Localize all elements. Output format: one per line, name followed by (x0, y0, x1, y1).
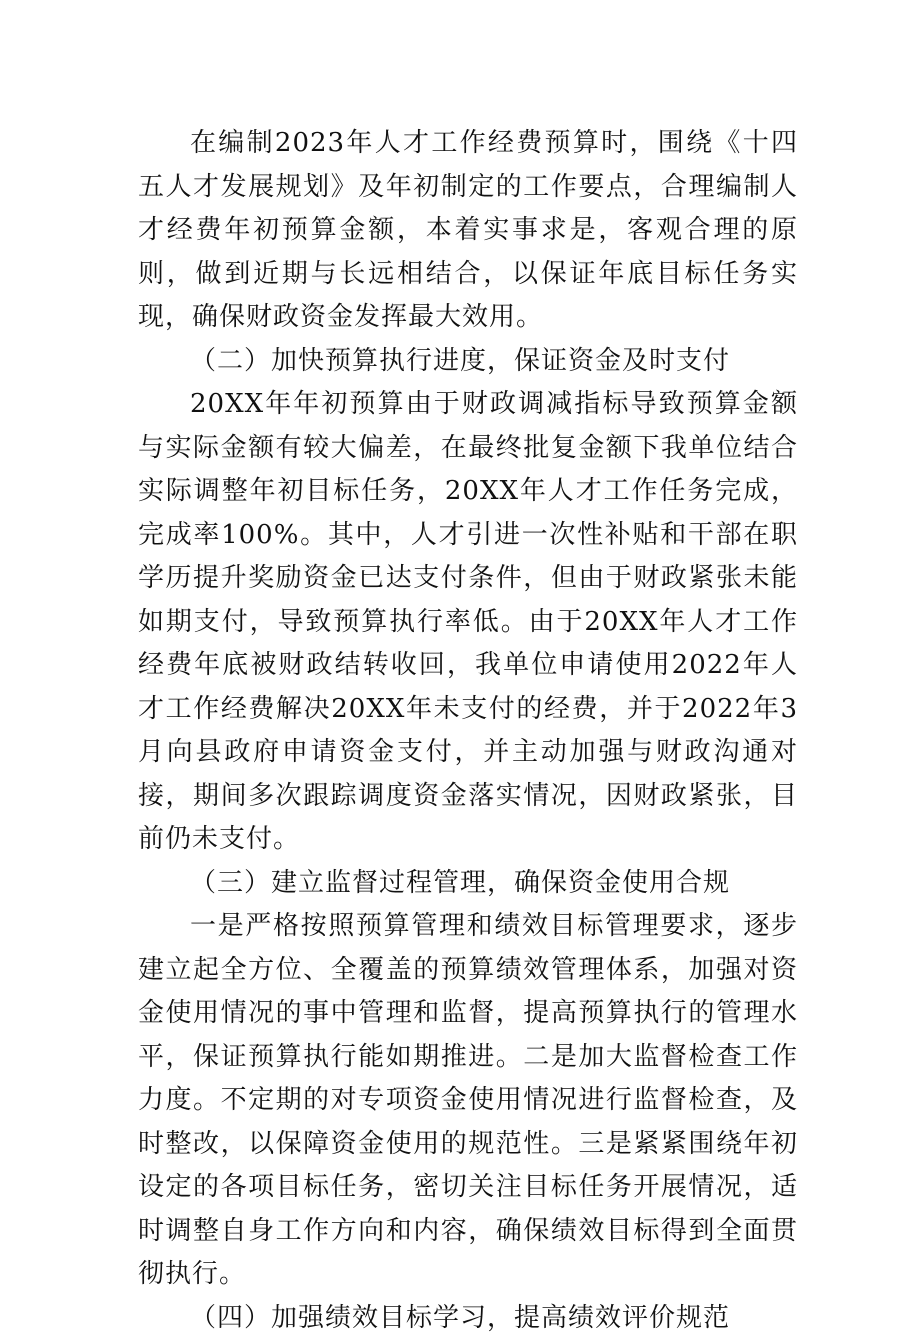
section-heading-4: （四）加强绩效目标学习，提高绩效评价规范 (138, 1297, 798, 1340)
document-body (138, 122, 798, 1340)
paragraph-budget-execution: 20XX年年初预算由于财政调减指标导致预算金额与实际金额有较大偏差，在最终批复金额下我单位结合实际调整年初目标任务，20XX年人才工作任务完成，完成率100%。其中，人才引进一次性补贴和干部在职学历提升奖励资金已达支付条件，但由于财政紧张未能如期支付，导致预算执行率低。由于20XX年人才工作经费年底被财政结转收回，我单位申请使用2022年人才工作经费解决20XX年未支付的经费，并于2022年3月向县政府申请资金支付，并主动加强与财政沟通对接，期间多次跟踪调度资金落实情况，因财政紧张，目前仍未支付。 (138, 383, 798, 862)
section-heading-3: （三）建立监督过程管理，确保资金使用合规 (138, 862, 798, 906)
section-heading-2: （二）加快预算执行进度，保证资金及时支付 (138, 340, 798, 384)
paragraph-supervision: 一是严格按照预算管理和绩效目标管理要求，逐步建立起全方位、全覆盖的预算绩效管理体系，加强对资金使用情况的事中管理和监督，提高预算执行的管理水平，保证预算执行能如期推进。二是加大监督检查工作力度。不定期的对专项资金使用情况进行监督检查，及时整改，以保障资金使用的规范性。三是紧紧围绕年初设定的各项目标任务，密切关注目标任务开展情况，适时调整自身工作方向和内容，确保绩效目标得到全面贯彻执行。 (138, 905, 798, 1297)
paragraph-budget-preparation: 在编制2023年人才工作经费预算时，围绕《十四五人才发展规划》及年初制定的工作要点，合理编制人才经费年初预算金额，本着实事求是，客观合理的原则，做到近期与长远相结合，以保证年底目标任务实现，确保财政资金发挥最大效用。 (138, 122, 798, 340)
